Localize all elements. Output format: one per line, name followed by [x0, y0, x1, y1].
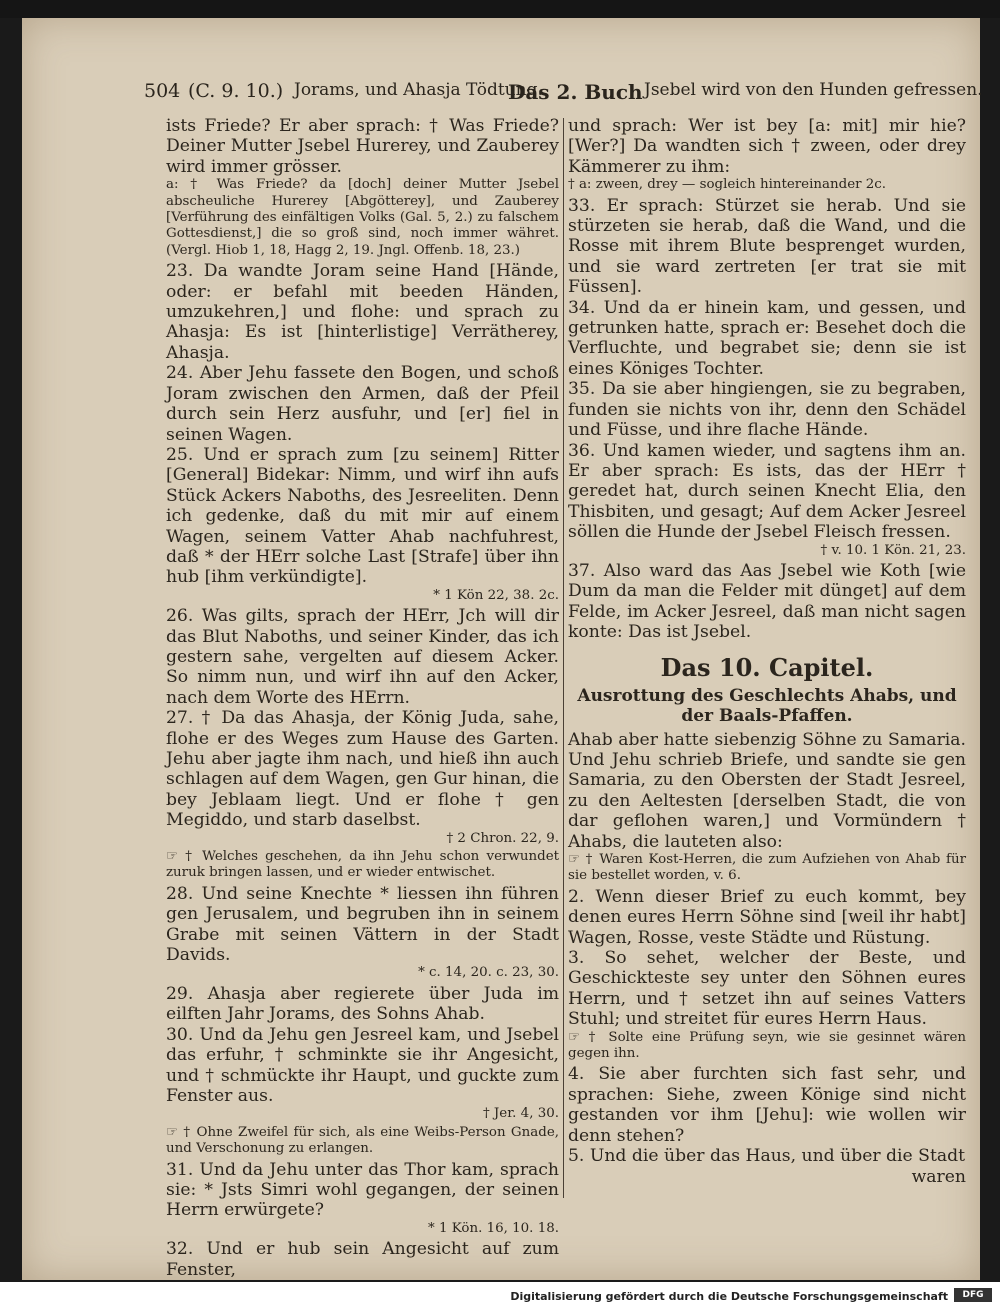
- dfg-logo: DFG: [954, 1288, 992, 1302]
- right-verse-paragraph: 3. So sehet, welcher der Beste, und Geschickteste sey unter den Söhnen eures Herrn, und † setzet ihn auf seines Vatters Stuhl; und streitet für eures Herrn Haus.: [568, 948, 966, 1030]
- right-annotation-note: † v. 10. 1 Kön. 21, 23.: [820, 542, 966, 558]
- right-verse-paragraph: 5. Und die über das Haus, und über die Stadt: [568, 1146, 966, 1167]
- left-verse-paragraph: 31. Und da Jehu unter das Thor kam, sprach sie: * Jsts Simri wohl gegangen, der seinen Herrn erwürgete?: [166, 1159, 559, 1221]
- left-verse-paragraph: 27. † Da das Ahasja, der König Juda, sahe, flohe er des Weges zum Hause des Garten. Jehu aber jagte ihm nach, und hieß ihn auch schlagen auf dem Wagen, gen Gur hinan, die bey Jeblaam liegt. Und er flohe † gen Megiddo, und starb daselbst.: [166, 708, 559, 831]
- right-verse-paragraph: 37. Also ward das Aas Jsebel wie Koth [wie Dum da man die Felder mit dünget] auf dem Felde, im Acker Jesreel, daß man nicht sagen konte: Das ist Jsebel.: [568, 560, 966, 643]
- right-column: [568, 116, 966, 1187]
- left-annotation-note: † Jer. 4, 30.: [482, 1106, 559, 1122]
- right-annotation-note: ☞ † Solte eine Prüfung seyn, wie sie gesinnet wären gegen ihn.: [568, 1029, 966, 1062]
- scan-border: [0, 0, 1000, 18]
- page-number: 504: [144, 80, 181, 102]
- left-verse-paragraph: 30. Und da Jehu gen Jesreel kam, und Jsebel das erfuhr, † schminkte sie ihr Angesicht, und † schmückte ihr Haupt, und guckte zum Fenster aus.: [166, 1024, 559, 1106]
- column-divider: [563, 118, 564, 1198]
- left-verse-paragraph: 24. Aber Jehu fassete den Bogen, und schoß Joram zwischen den Armen, daß der Pfeil durch sein Herz ausfuhr, und [er] fiel in seinen Wagen.: [166, 363, 559, 445]
- left-verse-paragraph: 32. Und er hub sein Angesicht auf zum Fenster,: [166, 1239, 559, 1280]
- right-verse-paragraph: 4. Sie aber furchten sich fast sehr, und sprachen: Siehe, zween Könige sind nicht gestanden vor ihm [Jehu]: wie wollen wir denn stehen?: [568, 1064, 966, 1146]
- right-chapter-summary: Ausrottung des Geschlechts Ahabs, und der Baals-Pfaffen.: [577, 685, 957, 726]
- right-verse-paragraph: 2. Wenn dieser Brief zu euch kommt, bey denen eures Herrn Söhne sind [weil ihr habt] Wagen, Rosse, veste Städte und Rüstung.: [568, 886, 966, 948]
- chapter-reference: (C. 9. 10.): [188, 80, 284, 102]
- book-title: Das 2. Buch: [508, 80, 643, 104]
- left-annotation-note: † 2 Chron. 22, 9.: [446, 830, 559, 846]
- left-verse-paragraph: 23. Da wandte Joram seine Hand [Hände, oder: er befahl mit beeden Händen, umzukehren,] und flohe: und sprach zu Ahasja: Es ist [hinterlistige] Verrätherey, Ahasja.: [166, 261, 559, 363]
- left-annotation-note: a: † Was Friede? da [doch] deiner Mutter Jsebel abscheuliche Hurerey [Abgötterey], und Zauberey [Verführung des einfältigen Volks (Gal. 5, 2.) zu falschem Gottesdienst,] die so groß sind, noch immer währet. (Vergl. Hiob 1, 18, Hagg 2, 19. Jngl. Offenb. 18, 23.): [166, 177, 559, 258]
- right-verse-paragraph: 34. Und da er hinein kam, und gessen, und getrunken hatte, sprach er: Besehet doch die Verfluchte, und begrabet sie; denn sie ist eines Königes Tochter.: [568, 297, 966, 379]
- left-verse-paragraph: ists Friede? Er aber sprach: † Was Friede? Deiner Mutter Jsebel Hurerey, und Zauberey wird immer grösser.: [166, 116, 559, 177]
- right-annotation-note: ☞ † Waren Kost-Herren, die zum Aufziehen von Ahab für sie bestellet worden, v. 6.: [568, 852, 966, 884]
- right-verse-paragraph: 35. Da sie aber hingiengen, sie zu begraben, funden sie nichts von ihr, denn den Schädel und Füsse, und ihre flache Hände.: [568, 379, 966, 441]
- funding-credit: Digitalisierung gefördert durch die Deutsche Forschungsgemeinschaft: [510, 1290, 948, 1303]
- running-header: [144, 76, 983, 106]
- right-verse-paragraph: und sprach: Wer ist bey [a: mit] mir hie? [Wer?] Da wandten sich † zween, oder drey Kämmerer zu ihm:: [568, 116, 966, 177]
- left-annotation-note: ☞ † Ohne Zweifel für sich, als eine Weibs-Person Gnade, und Verschonung zu erlangen.: [166, 1124, 559, 1157]
- left-verse-paragraph: 26. Was gilts, sprach der HErr, Jch will dir das Blut Naboths, und seiner Kinder, das ich gestern sahe, vergelten auf diesem Acker. So nimm nun, und wirf ihn auf den Acker, nach dem Worte des HErrn.: [166, 606, 559, 708]
- footer-bar: [0, 1282, 1000, 1307]
- right-chapter-heading: Das 10. Capitel.: [660, 652, 874, 682]
- left-annotation-note: * 1 Kön. 16, 10. 18.: [428, 1220, 559, 1236]
- left-annotation-note: * c. 14, 20. c. 23, 30.: [418, 965, 559, 981]
- right-verse-paragraph: 33. Er sprach: Stürzet sie herab. Und sie stürzeten sie herab, daß die Wand, und die Rosse mit ihrem Blute besprenget wurden, und sie ward zertreten [er trat sie mit Füssen].: [568, 195, 966, 298]
- left-annotation-note: ☞ † Welches geschehen, da ihn Jehu schon verwundet zuruk bringen lassen, und er wieder entwischet.: [166, 849, 559, 881]
- left-verse-paragraph: 29. Ahasja aber regierete über Juda im eilften Jahr Jorams, des Sohns Ahab.: [166, 983, 559, 1025]
- right-verse-paragraph: waren: [911, 1166, 966, 1187]
- right-verse-paragraph: Ahab aber hatte siebenzig Söhne zu Samaria. Und Jehu schrieb Briefe, und sandte sie gen Samaria, zu den Obersten der Stadt Jesreel, zu den Aeltesten [derselben Stadt, die von dar geflohen waren,] und Vormündern † Ahabs, die lauteten also:: [568, 729, 966, 852]
- left-column: [166, 116, 559, 1280]
- right-verse-paragraph: 36. Und kamen wieder, und sagtens ihm an. Er aber sprach: Es ists, das der HErr † geredet hat, durch seinen Knecht Elia, den Thisbiten, und gesagt; Auf dem Acker Jesreel söllen die Hunde der Jsebel Fleisch fressen.: [568, 440, 966, 543]
- left-verse-paragraph: 25. Und er sprach zum [zu seinem] Ritter [General] Bidekar: Nimm, und wirf ihn aufs Stück Ackers Naboths, des Jesreeliten. Denn ich gedenke, daß du mit mir auf einem Wagen, seinem Vatter Ahab nachfuhrest, daß * der HErr solche Last [Strafe] über ihn hub [ihm verkündigte].: [166, 444, 559, 588]
- running-title: Jorams, und Ahasja Tödtung.: [294, 80, 543, 100]
- left-verse-paragraph: 28. Und seine Knechte * liessen ihn führen gen Jerusalem, und begruben ihn in seinem Grabe mit seinen Vättern in der Stadt Davids.: [166, 883, 559, 966]
- right-running-title: Jsebel wird von den Hunden gefressen.: [644, 80, 983, 100]
- right-annotation-note: † a: zween, drey — sogleich hintereinander 2c.: [568, 177, 887, 193]
- left-annotation-note: * 1 Kön 22, 38. 2c.: [433, 587, 559, 603]
